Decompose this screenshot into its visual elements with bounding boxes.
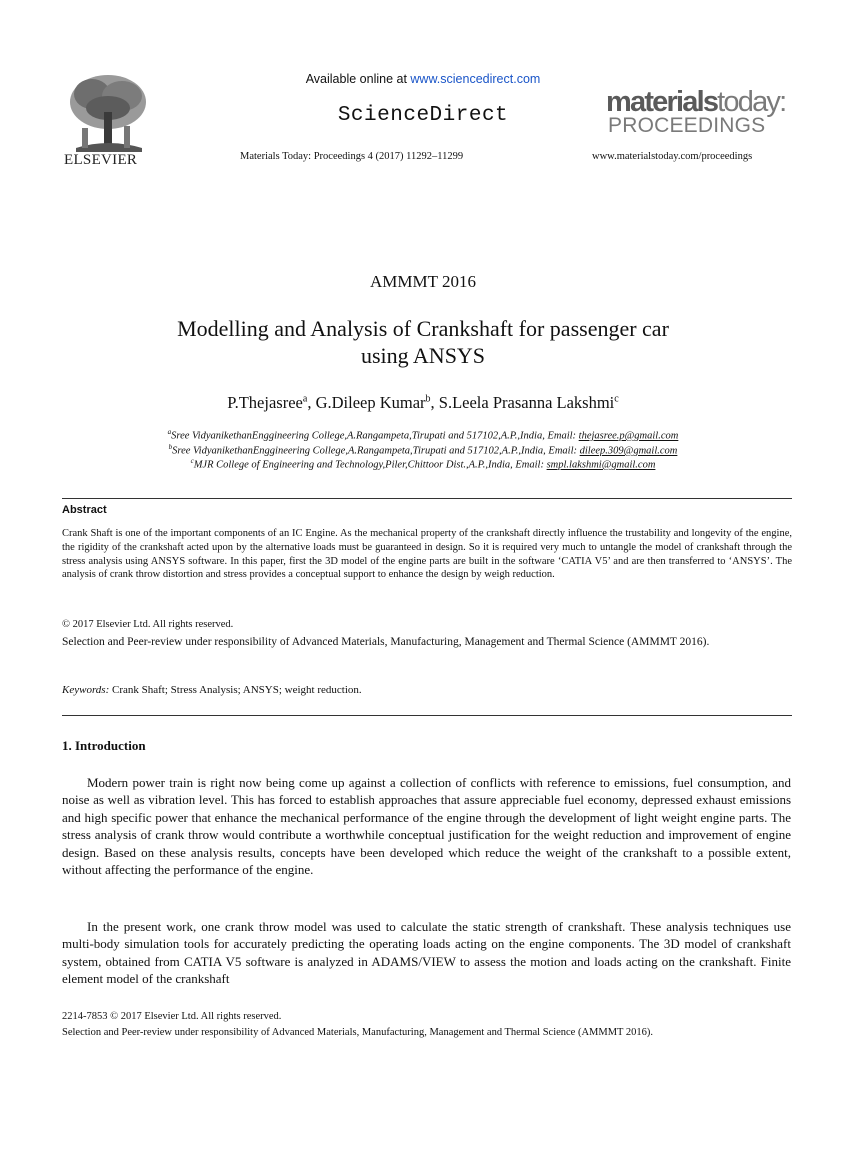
author-sup: b [425, 393, 431, 405]
conference-name: AMMMT 2016 [370, 272, 476, 291]
title-line-2: using ANSYS [360, 343, 486, 368]
paper-title [80, 315, 766, 369]
abstract-text: Crank Shaft is one of the important components of an IC Engine. As the mechanical property of the crankshaft directly influence the trustability and longevity of the engine, the rigidity of the crankshaft acted upon by the alternative loads must be guaranteed in design. So it is required very much to untangle the model of crankshaft through the stress analysis using ANSYS software. In this paper, first the 3D model of the engine parts are built in the software ‘CATIA V5’ and are then transferred to ‘ANSYS’. The analysis of crank throw distortion and stress provides a conceptual support to enhance the design by weigh reduction. [62, 528, 792, 581]
footer-issn: 2214-7853 © 2017 Elsevier Ltd. All rights reserved. [62, 1011, 282, 1022]
abstract-top-rule [62, 498, 792, 499]
materialstoday-logo [606, 88, 786, 138]
affiliation-text: MJR College of Engineering and Technology,Piler,Chittoor Dist.,A.P.,India, Email: [193, 459, 547, 471]
title-line-1: Modelling and Analysis of Crankshaft for passenger car [177, 316, 669, 341]
abstract-heading: Abstract [62, 504, 107, 516]
available-online-text: Available online at [305, 72, 411, 86]
author-name: P.Thejasree [227, 393, 303, 412]
affiliation-a [0, 428, 846, 442]
body-paragraph-1: Modern power train is right now being come up against a collection of conflicts with reference to emissions, fuel consumption, and noise as well as vibration level. This has forced to establish approaches that assure appreciable fuel economy, depressed exhaust emissions and high specific power that enhance the mechanical performance of the engine through the development of light weight engine parts. The stress analysis of crank throw would contribute a worthwhile conceptual justification for the weight reduction and improvement of engine design. Based on these analysis results, concepts have been developed which reduce the weight of the crankshaft to a possible extent, without affecting the performance of the engine. [62, 775, 791, 878]
mt-logo-bold: materials [606, 86, 718, 118]
keywords-line [62, 684, 362, 696]
affiliation-email[interactable]: thejasree.p@gmail.com [578, 430, 679, 442]
affiliation-b [0, 443, 846, 457]
mt-logo-sub: PROCEEDINGS [608, 114, 766, 137]
copyright-line: © 2017 Elsevier Ltd. All rights reserved. [62, 619, 234, 630]
affiliation-sup: a [167, 428, 172, 436]
journal-reference: Materials Today: Proceedings 4 (2017) 11292–11299 [240, 151, 464, 162]
affiliation-text: Sree VidyanikethanEnggineering College,A.Rangampeta,Tirupati and 517102,A.P.,India, Email: [171, 430, 579, 442]
author-separator: , [307, 393, 316, 412]
abstract-bottom-rule [62, 715, 792, 716]
body-paragraph-2: In the present work, one crank throw model was used to calculate the static strength of crankshaft. These analysis techniques use multi-body simulation tools for accurately predicting the operating loads acting on the engine components. The 3D model of crankshaft system, obtained from CATIA V5 software is analyzed in ADAMS/VIEW to assess the motion and loads acting on the crankshaft. Finite element model of the crankshaft [62, 919, 791, 987]
mt-logo-light: today: [717, 86, 786, 118]
sciencedirect-wordmark: ScienceDirect [337, 104, 509, 127]
affiliation-c [0, 457, 846, 471]
keywords-values: Crank Shaft; Stress Analysis; ANSYS; weight reduction. [109, 684, 362, 696]
elsevier-label: ELSEVIER [64, 152, 138, 168]
footer-peer-review: Selection and Peer-review under responsibility of Advanced Materials, Manufacturing, Management and Thermal Science (AMMMT 2016). [62, 1027, 654, 1038]
section-heading: 1. Introduction [62, 738, 146, 753]
keywords-label: Keywords: [62, 684, 110, 696]
affiliation-sup: b [168, 443, 173, 451]
affiliation-sup: c [190, 457, 194, 465]
author-separator: , [430, 393, 439, 412]
materialstoday-url[interactable]: www.materialstoday.com/proceedings [592, 151, 753, 162]
peer-review-line: Selection and Peer-review under responsibility of Advanced Materials, Manufacturing, Management and Thermal Science (AMMMT 2016). [62, 636, 710, 648]
author-name: S.Leela Prasanna Lakshmi [438, 393, 615, 412]
affiliation-email[interactable]: smpl.lakshmi@gmail.com [546, 459, 656, 471]
author-sup: a [302, 393, 308, 405]
author-sup: c [614, 393, 619, 405]
elsevier-logo [62, 68, 154, 172]
author-list [0, 393, 846, 413]
affiliation-email[interactable]: dileep.309@gmail.com [579, 445, 678, 457]
author-name: G.Dileep Kumar [315, 393, 426, 412]
affiliation-text: Sree VidyanikethanEnggineering College,A.Rangampeta,Tirupati and 517102,A.P.,India, Email: [172, 445, 580, 457]
sciencedirect-link[interactable]: www.sciencedirect.com [410, 72, 541, 86]
